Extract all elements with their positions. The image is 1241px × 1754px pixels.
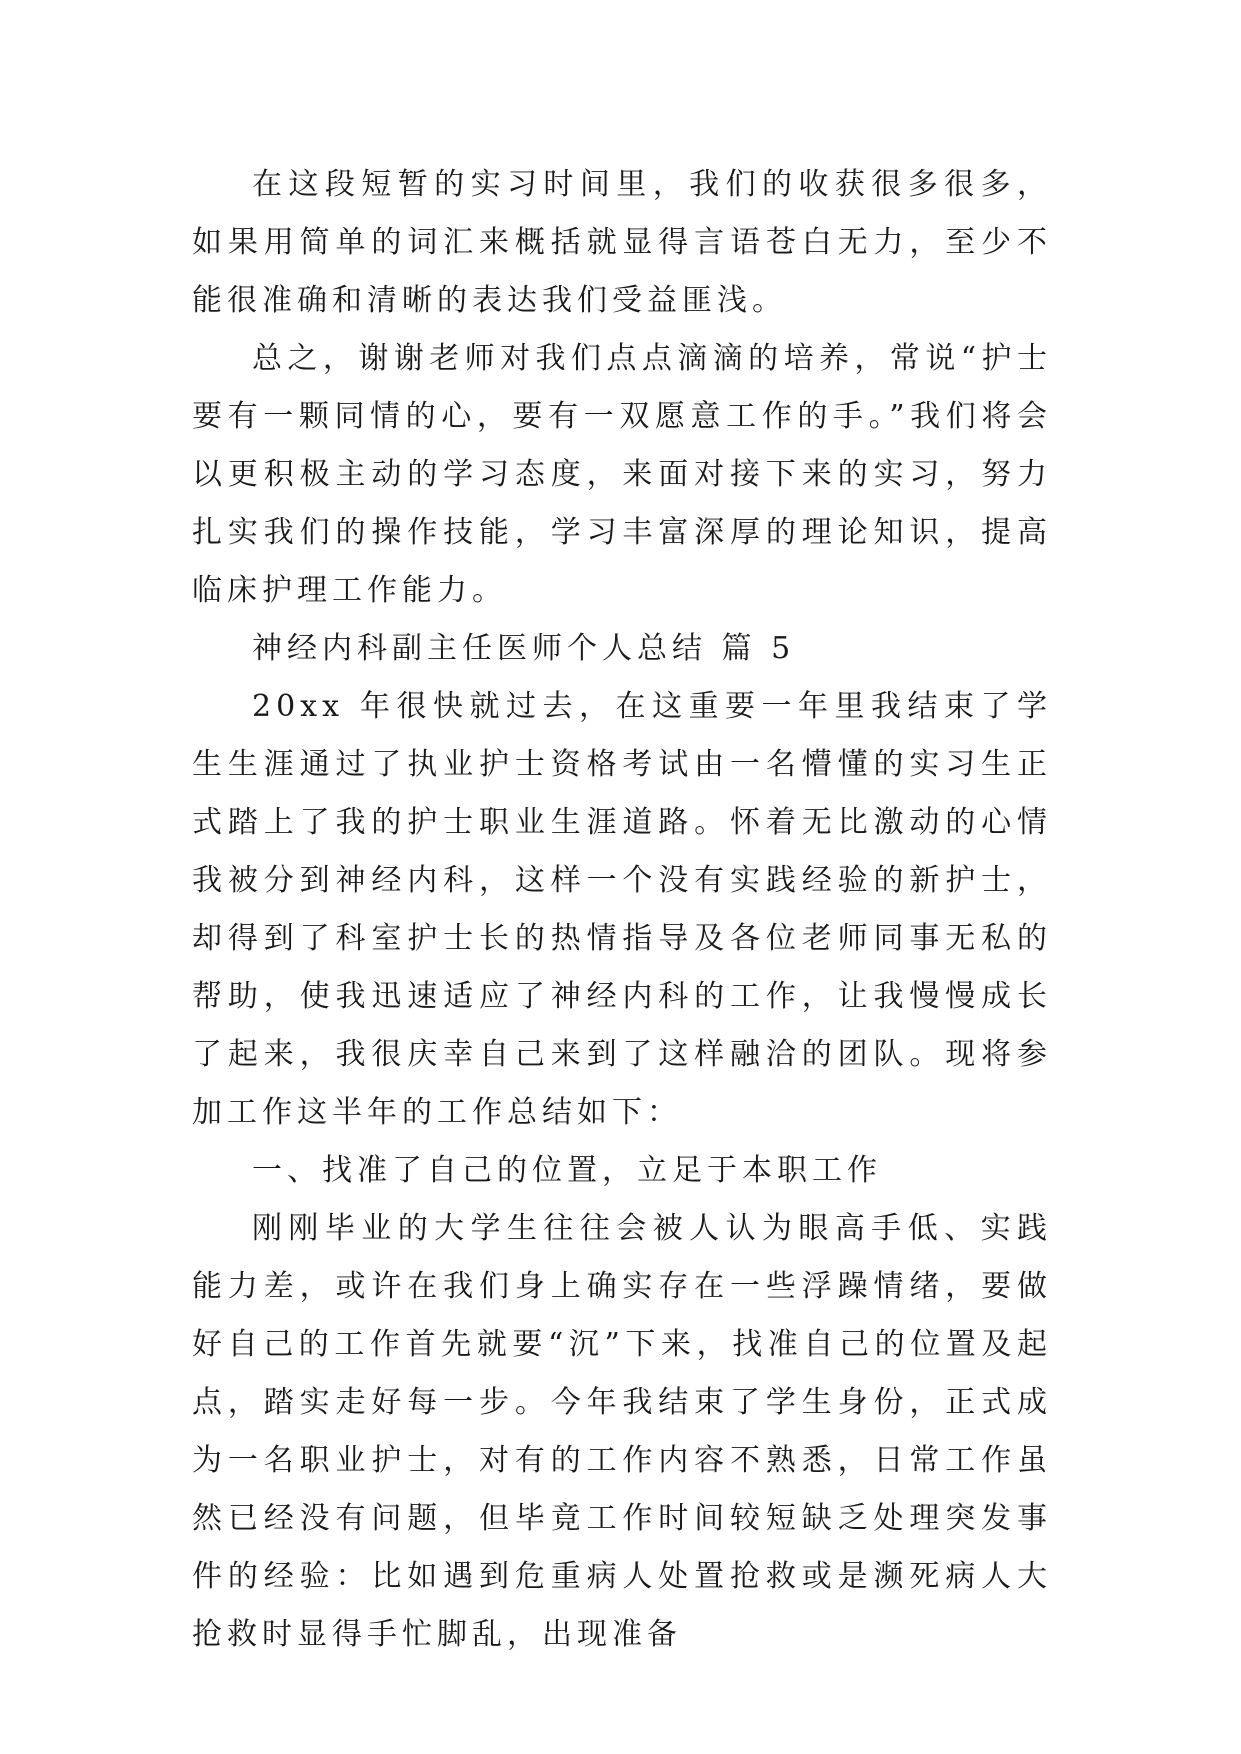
paragraph-intro: 20xx 年很快就过去，在这重要一年里我结束了学生生涯通过了执业护士资格考试由一名懵懂的实习生正式踏上了我的护士职业生涯道路。怀着无比激动的心情我被分到神经内科，这样一个没有实践经验的新护士，却得到了科室护士长的热情指导及各位老师同事无私的帮助，使我迅速适应了神经内科的工作，让我慢慢成长了起来，我很庆幸自己来到了这样融洽的团队。现将参加工作这半年的工作总结如下： (192, 689, 1052, 1130)
subheading-position: 一、找准了自己的位置，立足于本职工作 (252, 1153, 882, 1188)
paragraph-position: 刚刚毕业的大学生往往会被人认为眼高手低、实践能力差，或许在我们身上确实存在一些浮躁情绪，要做好自己的工作首先就要“沉”下来，找准自己的位置及起点，踏实走好每一步。今年我结束了学生身份，正式成为一名职业护士，对有的工作内容不熟悉，日常工作虽然已经没有问题，但毕竟工作时间较短缺乏处理突发事件的经验：比如遇到危重病人处置抢救或是濒死病人大抢救时显得手忙脚乱，出现准备 (192, 1211, 1052, 1652)
paragraph-harvest: 在这段短暂的实习时间里，我们的收获很多很多，如果用简单的词汇来概括就显得言语苍白无力，至少不能很准确和清晰的表达我们受益匪浅。 (192, 167, 1052, 318)
section-title: 神经内科副主任医师个人总结 篇 5 (252, 631, 796, 666)
document-body (192, 156, 1052, 1664)
paragraph-thanks: 总之，谢谢老师对我们点点滴滴的培养，常说“护士要有一颗同情的心，要有一双愿意工作的手。”我们将会以更积极主动的学习态度，来面对接下来的实习，努力扎实我们的操作技能，学习丰富深厚的理论知识，提高临床护理工作能力。 (192, 341, 1052, 608)
